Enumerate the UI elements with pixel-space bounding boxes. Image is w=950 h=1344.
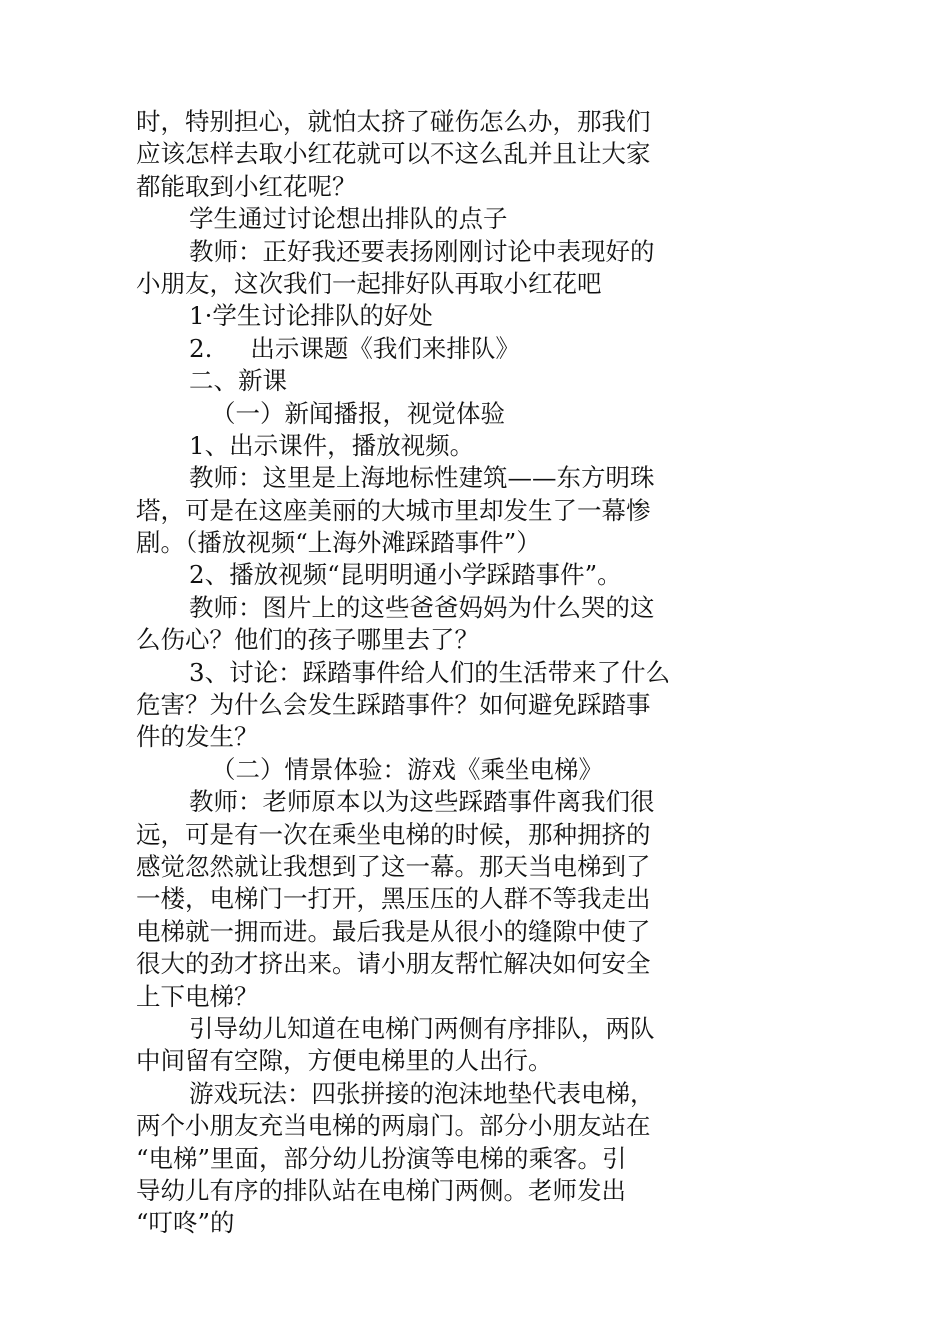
text-line: 时，特别担心，就怕太挤了碰伤怎么办，那我们 xyxy=(136,107,651,136)
subsection-heading: （二）情景体验：游戏《乘坐电梯》 xyxy=(211,754,603,784)
text-line: 电梯就一拥而进。最后我是从很小的缝隙中使了 xyxy=(136,916,651,946)
paragraph-line: 引导幼儿知道在电梯门两侧有序排队，两队 xyxy=(189,1013,655,1043)
section-heading: 二、新课 xyxy=(189,366,287,396)
paragraph-line: 游戏玩法：四张拼接的泡沫地垫代表电梯， xyxy=(189,1078,655,1108)
text-line: 么伤心？他们的孩子哪里去了？ xyxy=(136,625,479,655)
text-line: 应该怎样去取小红花就可以不这么乱并且让大家 xyxy=(136,139,651,169)
text-line: 小朋友，这次我们一起排好队再取小红花吧 xyxy=(136,268,602,298)
paragraph-line: 学生通过讨论想出排队的点子 xyxy=(189,204,508,234)
text-line: 件的发生？ xyxy=(136,722,259,752)
text-line: “电梯”里面，部分幼儿扮演等电梯的乘客。引 xyxy=(136,1143,627,1173)
text-line: 两个小朋友充当电梯的两扇门。部分小朋友站在 xyxy=(136,1111,651,1141)
paragraph-line: 教师：图片上的这些爸爸妈妈为什么哭的这 xyxy=(189,592,655,622)
list-item: 2、播放视频“昆明明通小学踩踏事件”。 xyxy=(189,560,622,590)
list-item: 1·学生讨论排队的好处 xyxy=(189,301,433,331)
text-line: 导幼儿有序的排队站在电梯门两侧。老师发出 xyxy=(136,1175,626,1205)
text-line: 上下电梯？ xyxy=(136,981,259,1011)
list-item: 1、出示课件，播放视频。 xyxy=(189,430,475,460)
text-line: 中间留有空隙，方便电梯里的人出行。 xyxy=(136,1046,553,1076)
text-line: 都能取到小红花呢？ xyxy=(136,171,357,201)
lesson-title: 出示课题《我们来排队》 xyxy=(250,333,520,363)
text-line: 感觉忽然就让我想到了这一幕。那天当电梯到了 xyxy=(136,851,651,881)
list-number: 2. xyxy=(189,333,213,363)
text-line: 一楼，电梯门一打开，黑压压的人群不等我走出 xyxy=(136,884,651,914)
text-line: 很大的劲才挤出来。请小朋友帮忙解决如何安全 xyxy=(136,949,651,979)
paragraph-line: 教师：这里是上海地标性建筑——东方明珠 xyxy=(189,463,655,493)
text-line: “叮咚”的 xyxy=(136,1208,235,1238)
text-line: 危害？为什么会发生踩踏事件？如何避免踩踏事 xyxy=(136,690,651,720)
subsection-heading: （一）新闻播报，视觉体验 xyxy=(211,398,505,428)
text-line: 塔，可是在这座美丽的大城市里却发生了一幕惨 xyxy=(136,495,651,525)
list-item: 3、讨论：踩踏事件给人们的生活带来了什么 xyxy=(189,657,671,687)
paragraph-line: 教师：老师原本以为这些踩踏事件离我们很 xyxy=(189,787,655,817)
text-line: 剧。（播放视频“上海外滩踩踏事件”） xyxy=(136,528,541,558)
text-line: 远，可是有一次在乘坐电梯的时候，那种拥挤的 xyxy=(136,819,651,849)
document-page xyxy=(136,106,698,1240)
paragraph-line: 教师：正好我还要表扬刚刚讨论中表现好的 xyxy=(189,236,655,266)
list-item xyxy=(136,333,698,365)
